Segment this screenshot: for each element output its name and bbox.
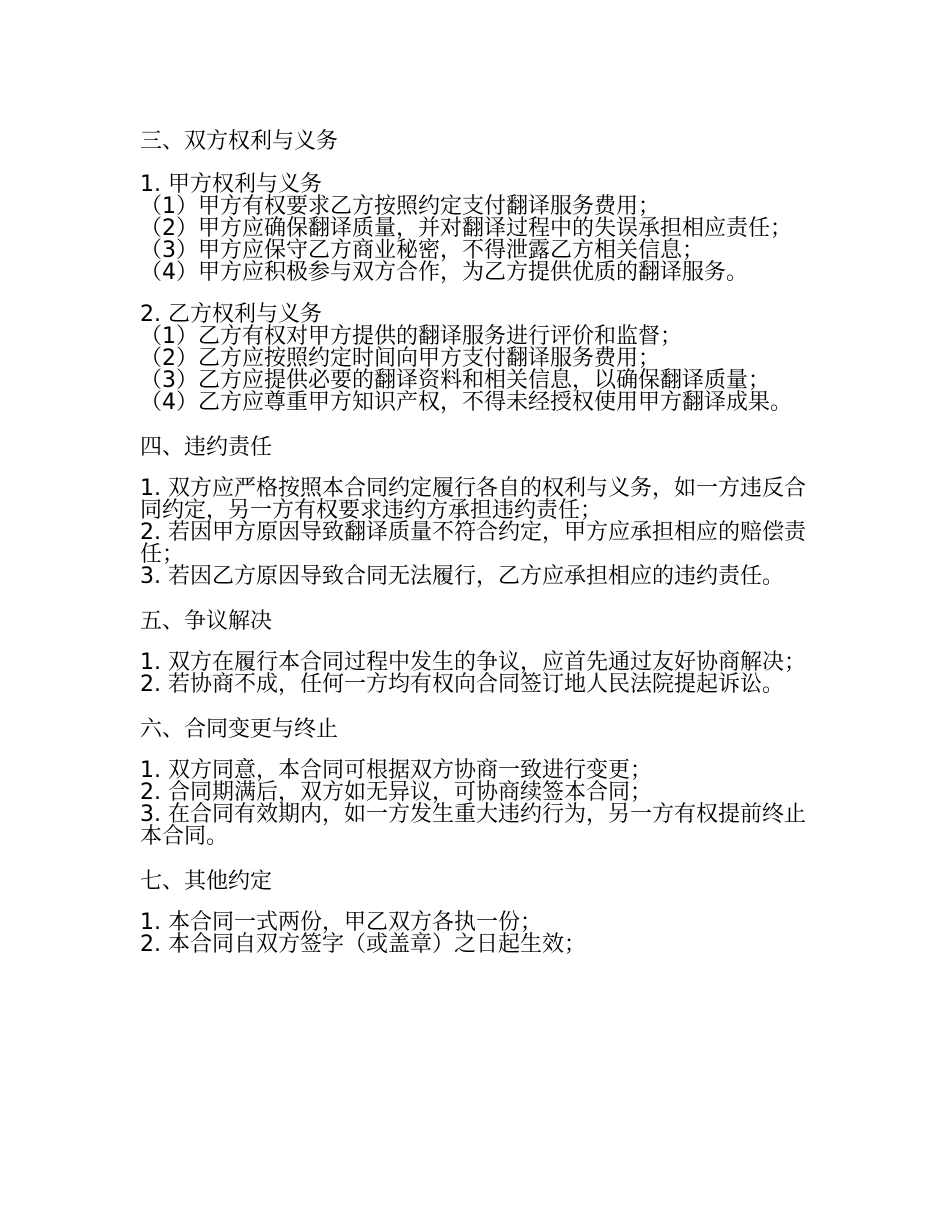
section-3-sub-2-item-1: （1）乙方有权对甲方提供的翻译服务进行评价和监督； (140, 324, 682, 349)
section-3-sub-1-heading: 1. 甲方权利与义务 (140, 172, 322, 197)
section-6-item-3: 3. 在合同有效期内，如一方发生重大违约行为，另一方有权提前终止本合同。 (140, 802, 806, 849)
section-3-heading: 三、双方权利与义务 (140, 129, 339, 154)
section-4-heading: 四、违约责任 (140, 435, 273, 460)
section-3-sub-1-item-3: （3）甲方应保守乙方商业秘密，不得泄露乙方相关信息； (140, 238, 704, 263)
section-6-item-1: 1. 双方同意，本合同可根据双方协商一致进行变更； (140, 758, 652, 783)
section-3-sub-1-item-2: （2）甲方应确保翻译质量，并对翻译过程中的失误承担相应责任； (140, 216, 792, 241)
section-5-item-2: 2. 若协商不成，任何一方均有权向合同签订地人民法院提起诉讼。 (140, 672, 784, 697)
section-5-item-1: 1. 双方在履行本合同过程中发生的争议，应首先通过友好协商解决； (140, 650, 806, 675)
section-3-sub-2-item-4: （4）乙方应尊重甲方知识产权，不得未经授权使用甲方翻译成果。 (140, 390, 792, 415)
document-page (140, 128, 810, 956)
section-7-item-1: 1. 本合同一式两份，甲乙双方各执一份； (140, 910, 542, 935)
section-6-heading: 六、合同变更与终止 (140, 717, 339, 742)
section-7-item-2: 2. 本合同自双方签字（或盖章）之日起生效； (140, 932, 586, 957)
section-6-item-2: 2. 合同期满后，双方如无异议，可协商续签本合同； (140, 780, 652, 805)
section-3-sub-1-item-4: （4）甲方应积极参与双方合作，为乙方提供优质的翻译服务。 (140, 260, 748, 285)
section-3-sub-2-item-3: （3）乙方应提供必要的翻译资料和相关信息，以确保翻译质量； (140, 368, 770, 393)
section-5-heading: 五、争议解决 (140, 609, 273, 634)
section-7-heading: 七、其他约定 (140, 869, 273, 894)
section-3-sub-1-item-1: （1）甲方有权要求乙方按照约定支付翻译服务费用； (140, 194, 660, 219)
section-4-item-1: 1. 双方应严格按照本合同约定履行各自的权利与义务，如一方违反合同约定，另一方有权要求违约方承担违约责任； (140, 476, 806, 523)
section-3-sub-2-heading: 2. 乙方权利与义务 (140, 302, 322, 327)
section-4-item-2: 2. 若因甲方原因导致翻译质量不符合约定，甲方应承担相应的赔偿责任； (140, 520, 806, 567)
section-4-item-3: 3. 若因乙方原因导致合同无法履行，乙方应承担相应的违约责任。 (140, 564, 784, 589)
section-3-sub-2-item-2: （2）乙方应按照约定时间向甲方支付翻译服务费用； (140, 346, 660, 371)
